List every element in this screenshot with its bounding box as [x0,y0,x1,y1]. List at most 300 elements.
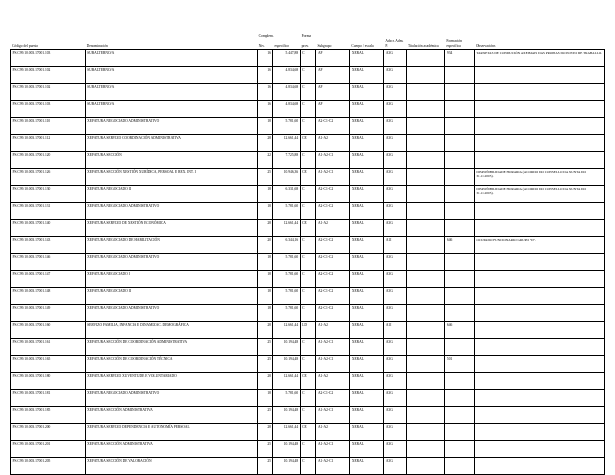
cell-denominacion: XEFATURA SECCIÓN ADMINISTRATIVA [85,407,257,424]
group-spacer-codigo [11,26,86,39]
cell-subgrupo: A2-C1-C2 [316,237,350,254]
cell-denominacion: XEFATURA SECCIÓN DE COORDINACIÓN ADMINISTRATIVA [85,339,257,356]
cell-denominacion: XEFATURA NEGOCIADO ADMINISTRATIVO [85,305,257,322]
cell-especifico: 10.194,48 [273,458,300,475]
cell-denominacion: XEFATURA NEGOCIADO I [85,271,257,288]
cell-codigo: PS.C99.10.003.17001.130 [11,186,86,203]
table-row [11,84,605,101]
cell-adscricion: A3G [384,254,407,271]
cell-formacion [445,101,474,118]
cell-provision: C [300,67,316,84]
cell-codigo: PS.C99.10.003.17001.103 [11,101,86,118]
col-header-provision: prov. [300,39,316,50]
cell-especifico: 5.781,60 [273,288,300,305]
cell-especifico: 5.781,60 [273,118,300,135]
cell-codigo: PS.C99.10.003.17001.147 [11,271,86,288]
cell-observacions [474,458,604,475]
cell-nivel: 20 [257,237,273,254]
cell-observacions [474,441,604,458]
cell-observacions [474,424,604,441]
cell-formacion [445,118,474,135]
cell-especifico: 6.344,16 [273,237,300,254]
cell-titulacion [406,186,444,203]
cell-denominacion: XEFATURA SERVIZO XUVENTUDE E VOLUNTARIADO [85,373,257,390]
cell-adscricion: A1I [384,322,407,339]
cell-formacion [445,254,474,271]
cell-formacion [445,169,474,186]
cell-codigo: PS.C99.10.003.17001.126 [11,169,86,186]
cell-observacions [474,322,604,339]
cell-subgrupo: A1-A2 [316,135,350,152]
group-spacer-formacion [445,26,474,39]
col-header-cuerpo-escala: Cuerpo / escala [350,39,384,50]
cell-adscricion: A3G [384,50,407,67]
cell-provision: C [300,152,316,169]
cell-cuerpo: XERAL [350,118,384,135]
cell-nivel: 18 [257,305,273,322]
cell-nivel: 25 [257,169,273,186]
cell-denominacion: SUBALTERNO/A [85,50,257,67]
table-row [11,458,605,475]
cell-cuerpo: XERAL [350,458,384,475]
cell-adscricion: A3G [384,169,407,186]
cell-provision: C [300,203,316,220]
cell-observacions [474,305,604,322]
group-spacer-observacions [474,26,604,39]
cell-denominacion: XEFATURA SECCIÓN XESTIÓN XURÍDICA, PERSOAL E REX. INT. I [85,169,257,186]
table-row [11,118,605,135]
cell-denominacion: XEFATURA SERVIZO DE XESTIÓN ECONÓMICA [85,220,257,237]
cell-provision: CE [300,169,316,186]
cell-formacion [445,305,474,322]
cell-denominacion: SUBALTERNO/A [85,101,257,118]
cell-especifico: 4.834,68 [273,67,300,84]
cell-provision: C [300,254,316,271]
cell-provision: CE [300,424,316,441]
cell-formacion [445,407,474,424]
cell-subgrupo: A1-A2-C1 [316,339,350,356]
cell-titulacion [406,169,444,186]
cell-formacion [445,424,474,441]
cell-denominacion: XEFATURA SECCIÓN DE COORDINACIÓN TÉCNICA [85,356,257,373]
cell-especifico: 4.834,68 [273,101,300,118]
cell-cuerpo: XERAL [350,135,384,152]
cell-cuerpo: XERAL [350,50,384,67]
cell-observacions [474,271,604,288]
cell-codigo: PS.C99.10.003.17001.205 [11,458,86,475]
cell-subgrupo: A2-C1-C2 [316,271,350,288]
cell-nivel: 18 [257,390,273,407]
cell-codigo: PS.C99.10.003.17001.103 [11,50,86,67]
cell-observacions [474,356,604,373]
col-header-titulacion: Titulación académica [406,39,444,50]
cell-codigo: PS.C99.10.003.17001.148 [11,288,86,305]
cell-provision: C [300,390,316,407]
cell-adscricion: A3G [384,390,407,407]
cell-observacions: OCUPADO FUNCIONARIO GRUPO "D". [474,237,604,254]
cell-observacions [474,220,604,237]
cell-provision: C [300,271,316,288]
cell-especifico: 12.661,44 [273,135,300,152]
cell-titulacion [406,339,444,356]
cell-adscricion: A3G [384,67,407,84]
cell-formacion [445,220,474,237]
cell-cuerpo: XERAL [350,322,384,339]
cell-titulacion [406,50,444,67]
cell-adscricion: A3G [384,152,407,169]
cell-adscricion: A3G [384,424,407,441]
cell-codigo: PS.C99.10.003.17001.161 [11,339,86,356]
cell-formacion [445,288,474,305]
cell-cuerpo: XERAL [350,441,384,458]
cell-cuerpo: XERAL [350,84,384,101]
cell-especifico: 4.834,68 [273,84,300,101]
cell-observacions [474,84,604,101]
table-row [11,373,605,390]
cell-formacion [445,203,474,220]
cell-codigo: PS.C99.10.003.17001.143 [11,237,86,254]
table-row [11,135,605,152]
cell-titulacion [406,390,444,407]
cell-formacion [445,390,474,407]
cell-formacion [445,152,474,169]
cell-cuerpo: XERAL [350,203,384,220]
cell-codigo: PS.C99.10.003.17001.110 [11,118,86,135]
cell-observacions: TARXETAS DE CONDUCIÓN AXEIMAIS DAS PROPIAS DO POSTO DE TRABALLO. [474,50,604,67]
cell-cuerpo: XERAL [350,373,384,390]
table-body [11,50,605,475]
cell-observacions [474,390,604,407]
cell-codigo: PS.C99.10.003.17001.102 [11,84,86,101]
cell-cuerpo: XERAL [350,339,384,356]
cell-subgrupo: A1-A2-C1 [316,356,350,373]
cell-formacion [445,271,474,288]
cell-subgrupo: AF [316,101,350,118]
cell-provision: C [300,50,316,67]
cell-denominacion: XEFATURA NEGOCIADO ADMINISTRATIVO [85,118,257,135]
cell-provision: CE [300,220,316,237]
col-header-nivel: Niv. [257,39,273,50]
cell-provision: C [300,339,316,356]
cell-codigo: PS.C99.10.003.17001.160 [11,322,86,339]
cell-adscricion: A3G [384,458,407,475]
cell-titulacion [406,135,444,152]
cell-provision: C [300,356,316,373]
cell-titulacion [406,407,444,424]
cell-provision: C [300,407,316,424]
cell-denominacion: SERVIZO FAMILIA, INFANCIA E DINAMIZAC. DEMOGRÁFICA [85,322,257,339]
cell-formacion [445,186,474,203]
cell-especifico: 10.194,48 [273,407,300,424]
cell-cuerpo: XERAL [350,407,384,424]
cell-subgrupo: A1-A2 [316,373,350,390]
cell-observacions [474,254,604,271]
cell-nivel: 25 [257,339,273,356]
cell-nivel: 18 [257,186,273,203]
cell-formacion [445,135,474,152]
cell-provision: C [300,458,316,475]
cell-subgrupo: A1-A2-C1 [316,458,350,475]
cell-provision: C [300,101,316,118]
cell-codigo: PS.C99.10.003.17001.140 [11,220,86,237]
cell-cuerpo: XERAL [350,152,384,169]
table-row [11,271,605,288]
cell-especifico: 5.781,60 [273,203,300,220]
cell-nivel: 16 [257,67,273,84]
document-page [0,26,615,465]
cell-titulacion [406,67,444,84]
cell-especifico: 5.447,88 [273,50,300,67]
cell-cuerpo: XERAL [350,67,384,84]
cell-adscricion: A3G [384,186,407,203]
cell-subgrupo: A1-A2-C1 [316,407,350,424]
table-row [11,50,605,67]
cell-adscricion: A3G [384,135,407,152]
cell-cuerpo: XERAL [350,169,384,186]
cell-subgrupo: A2-C1-C2 [316,186,350,203]
cell-formacion [445,373,474,390]
cell-titulacion [406,271,444,288]
col-header-especifico: específico [273,39,300,50]
cell-observacions [474,339,604,356]
cell-formacion [445,339,474,356]
cell-nivel: 28 [257,424,273,441]
cell-nivel: 25 [257,441,273,458]
group-spacer-denominacion [85,26,257,39]
cell-subgrupo: AF [316,50,350,67]
cell-subgrupo: A1-A2-C1 [316,169,350,186]
cell-nivel: 18 [257,288,273,305]
cell-nivel: 16 [257,50,273,67]
cell-denominacion: XEFATURA SERVIZO COORDINACIÓN ADMINISTRATIVA [85,135,257,152]
cell-titulacion [406,152,444,169]
cell-observacions [474,67,604,84]
cell-especifico: 10.946,36 [273,169,300,186]
cell-formacion: 501 [445,356,474,373]
cell-especifico: 12.661,44 [273,322,300,339]
cell-adscricion: A3G [384,441,407,458]
cell-titulacion [406,288,444,305]
cell-observacions [474,118,604,135]
cell-adscricion: A3G [384,203,407,220]
cell-provision: CE [300,135,316,152]
cell-especifico: 5.781,60 [273,390,300,407]
cell-formacion [445,84,474,101]
col-header-codigo: Código del puesto [11,39,86,50]
cell-adscricion: A3G [384,118,407,135]
cell-titulacion [406,237,444,254]
cell-cuerpo: XERAL [350,424,384,441]
cell-denominacion: XEFATURA SERVIZO DEPENDENCIA E AUTONOMÍA PERSOAL [85,424,257,441]
cell-cuerpo: XERAL [350,390,384,407]
cell-subgrupo: A1-A2 [316,424,350,441]
cell-especifico: 12.661,44 [273,373,300,390]
cell-cuerpo: XERAL [350,271,384,288]
cell-observacions [474,407,604,424]
cell-nivel: 18 [257,203,273,220]
cell-provision: C [300,118,316,135]
cell-codigo: PS.C99.10.003.17001.120 [11,152,86,169]
table-row [11,101,605,118]
cell-adscricion: A3G [384,84,407,101]
cell-nivel: 22 [257,152,273,169]
cell-provision: C [300,84,316,101]
cell-adscricion: A3G [384,407,407,424]
cell-subgrupo: A1-A2 [316,220,350,237]
cell-adscricion: A3G [384,271,407,288]
cell-subgrupo: A1-A2-C1 [316,441,350,458]
cell-denominacion: XEFATURA SECCIÓN DE VALORACIÓN [85,458,257,475]
col-header-observacions: Observacións [474,39,604,50]
cell-provision: CE [300,373,316,390]
cell-cuerpo: XERAL [350,186,384,203]
table-row [11,220,605,237]
group-spacer-cuerpo [350,26,384,39]
table-row [11,254,605,271]
cell-denominacion: SUBALTERNO/A [85,84,257,101]
cell-provision: LD [300,322,316,339]
cell-titulacion [406,254,444,271]
cell-provision: C [300,305,316,322]
table-row [11,356,605,373]
cell-titulacion [406,220,444,237]
cell-adscricion: A3G [384,305,407,322]
table-row [11,288,605,305]
group-spacer-subgrupo [316,26,350,39]
cell-provision: C [300,441,316,458]
cell-subgrupo: A2-C1-C2 [316,203,350,220]
cell-formacion: 646 [445,322,474,339]
cell-especifico: 12.661,44 [273,220,300,237]
cell-denominacion: XEFATURA NEGOCIADO ADMINISTRATIVO [85,254,257,271]
cell-codigo: PS.C99.10.003.17001.200 [11,424,86,441]
group-header-complemento: Complem. [258,33,274,38]
cell-nivel: 16 [257,101,273,118]
cell-observacions [474,203,604,220]
cell-observacions: DISPOÑIBILIDADE HORARIA (ACORDO DO CONSELLO DA XUNTA DO 31.11.2005). [474,169,604,186]
group-spacer-titulacion [406,26,444,39]
cell-adscricion: A3G [384,220,407,237]
cell-cuerpo: XERAL [350,305,384,322]
cell-especifico: 10.194,48 [273,339,300,356]
cell-subgrupo: AF [316,84,350,101]
cell-especifico: 5.781,60 [273,271,300,288]
cell-especifico: 6.331,68 [273,186,300,203]
cell-titulacion [406,458,444,475]
col-header-adscricion: Adscr. Adm. P. [384,39,407,50]
group-spacer-adscricion [384,26,407,39]
cell-observacions [474,288,604,305]
cell-observacions [474,101,604,118]
col-header-denominacion: Denominación [85,39,257,50]
cell-cuerpo: XERAL [350,101,384,118]
cell-nivel: 16 [257,84,273,101]
cell-formacion [445,67,474,84]
table-row [11,305,605,322]
cell-subgrupo: A2-C1-C2 [316,118,350,135]
table-row [11,237,605,254]
cell-cuerpo: XERAL [350,254,384,271]
cell-titulacion [406,101,444,118]
cell-observacions [474,373,604,390]
cell-denominacion: XEFATURA SECCIÓN ADMINISTRATIVA [85,441,257,458]
cell-especifico: 5.781,60 [273,305,300,322]
cell-cuerpo: XERAL [350,288,384,305]
cell-codigo: PS.C99.10.003.17001.185 [11,407,86,424]
cell-codigo: PS.C99.10.003.17001.180 [11,373,86,390]
cell-provision: C [300,237,316,254]
cell-provision: C [300,186,316,203]
table-row [11,339,605,356]
cell-titulacion [406,373,444,390]
cell-especifico: 10.194,48 [273,441,300,458]
cell-denominacion: XEFATURA NEGOCIADO II [85,186,257,203]
cell-nivel: 18 [257,118,273,135]
cell-observacions: DISPOÑIBILIDADE HORARIA (ACORDO DO CONSELLO DA XUNTA DO 31.11.2005). [474,186,604,203]
cell-formacion: 646 [445,237,474,254]
col-header-formacion: Formación específica [445,39,474,50]
table-row [11,407,605,424]
cell-adscricion: A3G [384,356,407,373]
cell-denominacion: XEFATURA NEGOCIADO DE HABILITACIÓN [85,237,257,254]
cell-adscricion: A3G [384,339,407,356]
cell-adscricion: A3G [384,373,407,390]
table-row [11,322,605,339]
cell-subgrupo: AF [316,67,350,84]
cell-nivel: 28 [257,322,273,339]
group-header-forma: Forma [301,33,312,38]
cell-titulacion [406,118,444,135]
cell-subgrupo: A2-C1-C2 [316,390,350,407]
cell-especifico: 10.194,48 [273,356,300,373]
table-head [11,26,605,50]
cell-cuerpo: XERAL [350,237,384,254]
cell-codigo: PS.C99.10.003.17001.112 [11,135,86,152]
table-row [11,186,605,203]
cell-titulacion [406,356,444,373]
cell-adscricion: A3G [384,101,407,118]
cell-denominacion: XEFATURA SECCIÓN [85,152,257,169]
cell-subgrupo: A2-C1-C2 [316,305,350,322]
cell-titulacion [406,305,444,322]
cell-denominacion: XEFATURA NEGOCIADO II [85,288,257,305]
cell-denominacion: XEFATURA NEGOCIADO ADMINISTRATIVO [85,203,257,220]
cell-observacions [474,135,604,152]
cell-titulacion [406,84,444,101]
cell-formacion [445,458,474,475]
cell-nivel: 18 [257,254,273,271]
cell-cuerpo: XERAL [350,220,384,237]
table-row [11,203,605,220]
cell-denominacion: SUBALTERNO/A [85,67,257,84]
cell-observacions [474,152,604,169]
cell-codigo: PS.C99.10.003.17001.102 [11,67,86,84]
cell-nivel: 25 [257,458,273,475]
table-row [11,169,605,186]
cell-subgrupo: A2-C1-C2 [316,254,350,271]
cell-titulacion [406,203,444,220]
cell-especifico: 5.781,60 [273,254,300,271]
cell-cuerpo: XERAL [350,356,384,373]
cell-adscricion: A1I [384,237,407,254]
table-header-row [11,39,605,50]
cell-codigo: PS.C99.10.003.17001.146 [11,254,86,271]
table-row [11,67,605,84]
cell-titulacion [406,424,444,441]
table-row [11,390,605,407]
cell-nivel: 25 [257,407,273,424]
cell-titulacion [406,322,444,339]
